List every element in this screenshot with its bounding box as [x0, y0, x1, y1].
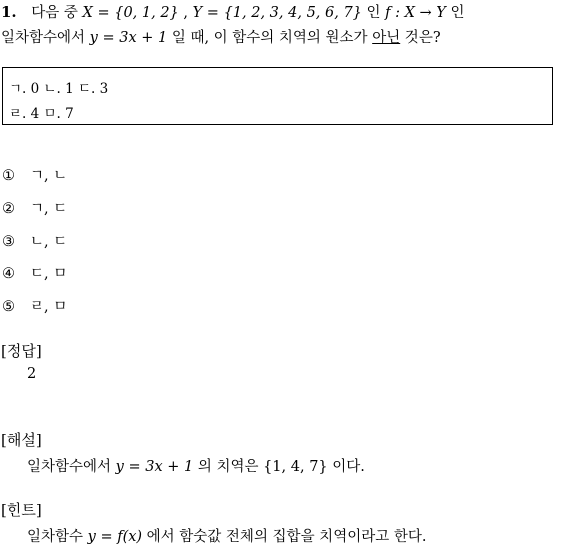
function-math: f : X → Y [385, 5, 446, 21]
question-number: 1. [1, 3, 17, 21]
explanation-suffix: 이다. [327, 459, 365, 475]
question-text-mid: 인 [361, 5, 386, 21]
hint-prefix: 일차함수 [27, 529, 88, 545]
choice-text: ㄱ, ㄴ [30, 168, 68, 184]
choice-text: ㄹ, ㅁ [30, 299, 68, 315]
question-line-2 [1, 26, 441, 47]
answer-title: [정답] [1, 342, 42, 360]
choice-mark: ② [2, 201, 15, 217]
choice-2[interactable] [2, 197, 67, 218]
choice-mark: ④ [2, 266, 15, 282]
hint-title: [힌트] [1, 501, 42, 519]
choice-mark: ⑤ [2, 299, 15, 315]
choice-3[interactable] [2, 230, 67, 251]
choice-mark: ① [2, 168, 15, 184]
explanation-prefix: 일차함수에서 [27, 459, 116, 475]
explanation-title: [해설] [1, 431, 42, 449]
hint-body [27, 525, 426, 546]
answer-value: 2 [27, 366, 37, 382]
choice-text: ㄱ, ㄷ [30, 201, 68, 217]
choice-text: ㄷ, ㅁ [30, 266, 68, 282]
choice-text: ㄴ, ㄷ [30, 234, 68, 250]
question-line2-mid: 일 때, 이 함수의 치역의 원소가 [167, 30, 373, 46]
option-box-row-2: ㄹ. 4 ㅁ. 7 [9, 106, 74, 122]
set-x-math: X = {0, 1, 2} [82, 5, 179, 21]
question-line2-prefix: 일차함수에서 [1, 30, 90, 46]
explanation-set: {1, 4, 7} [263, 459, 328, 475]
question-text-prefix: 다음 중 [31, 5, 83, 21]
choice-5[interactable] [2, 295, 67, 316]
set-y-math: Y = {1, 2, 3, 4, 5, 6, 7} [192, 5, 362, 21]
equation-math: y = 3x + 1 [89, 30, 168, 46]
question-separator: , [178, 5, 193, 21]
option-box-row-1: ㄱ. 0 ㄴ. 1 ㄷ. 3 [9, 81, 109, 97]
question-line2-suffix: 것은? [400, 30, 441, 46]
explanation-body [27, 455, 365, 476]
question-text-suffix: 인 [445, 5, 465, 21]
underlined-word: 아닌 [372, 30, 401, 46]
choice-1[interactable] [2, 164, 67, 185]
explanation-math: y = 3x + 1 [115, 459, 194, 475]
choice-4[interactable] [2, 262, 67, 283]
question-line-1 [1, 1, 465, 22]
choice-mark: ③ [2, 234, 15, 250]
hint-math: y = f(x) [87, 529, 143, 545]
explanation-mid: 의 치역은 [193, 459, 264, 475]
option-box [2, 67, 553, 125]
hint-suffix: 에서 함숫값 전체의 집합을 치역이라고 한다. [142, 529, 427, 545]
